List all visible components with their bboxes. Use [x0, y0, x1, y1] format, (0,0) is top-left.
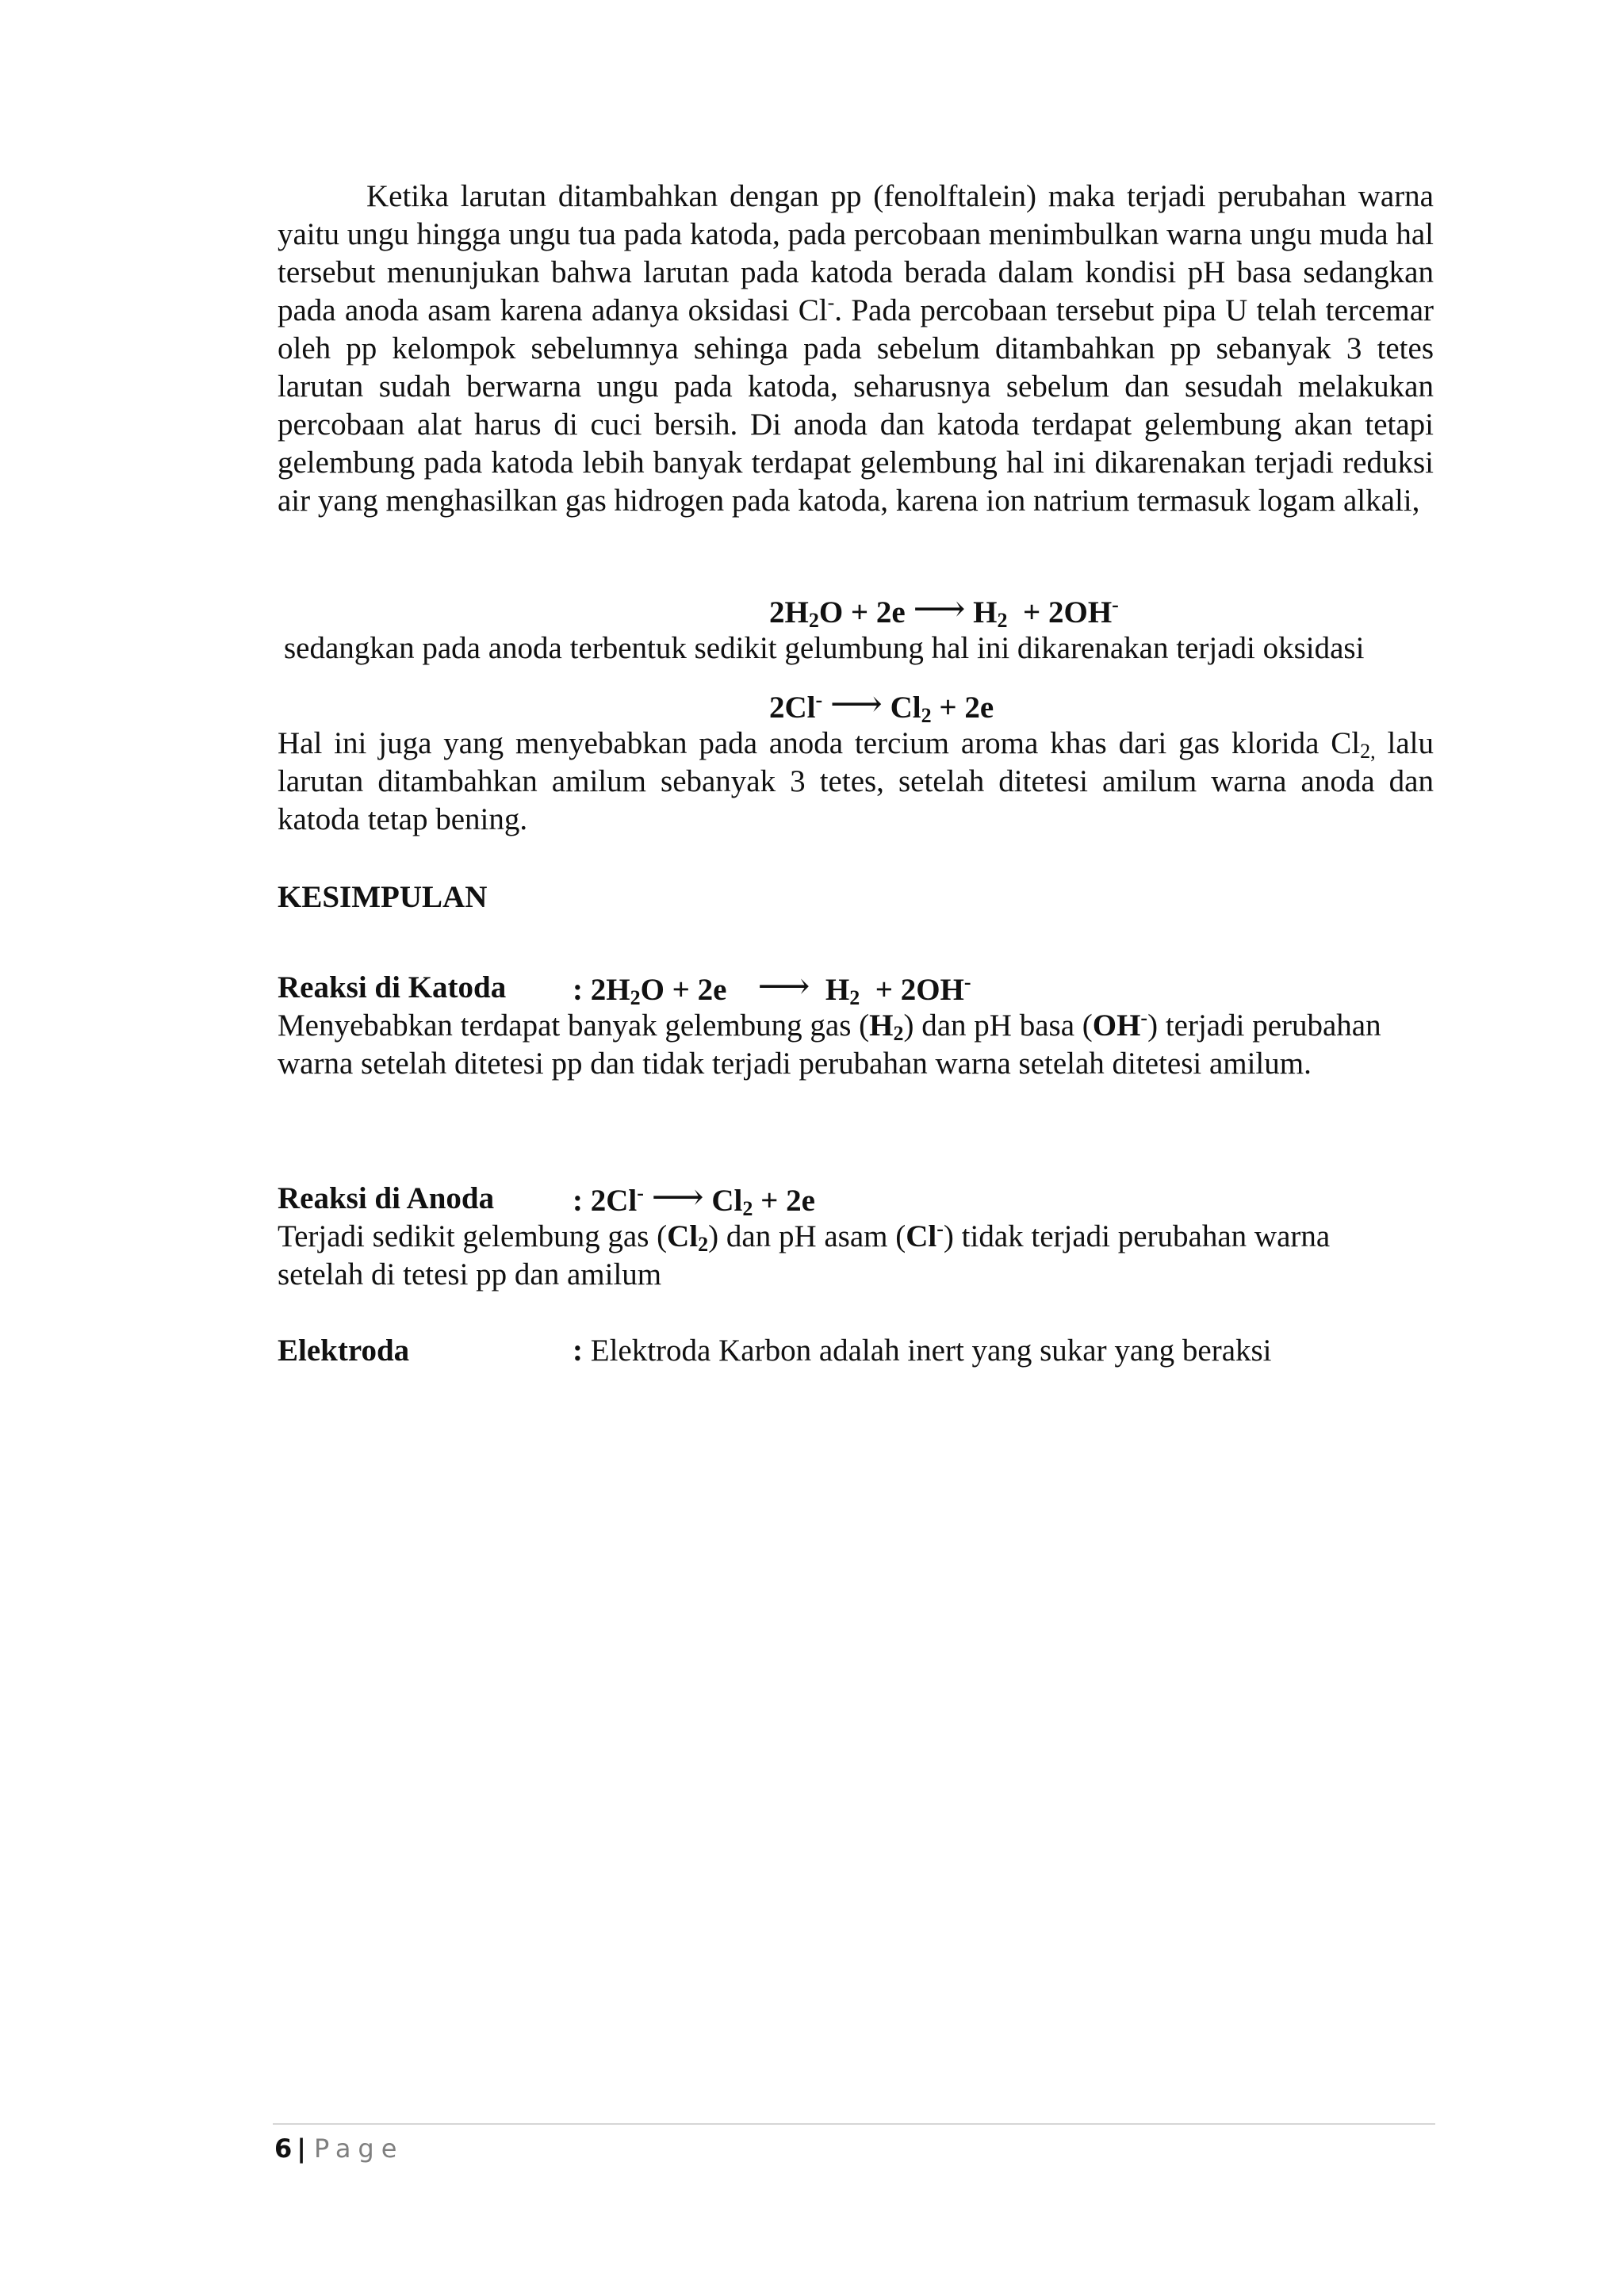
section-heading-kesimpulan: KESIMPULAN: [278, 880, 488, 914]
paragraph-text: Ketika larutan ditambahkan dengan pp (fenolftalein) maka terjadi perubahan warna yaitu ungu hingga ungu tua pada katoda, pada percobaan menimbulkan warna ungu muda hal tersebut menunjukan bahwa larutan pada katoda berada dalam kondisi pH basa sedangkan pada anoda asam karena adanya oksidasi Cl: [278, 179, 1434, 327]
reaction-arrow-icon: ⟶: [913, 588, 966, 629]
page-footer: [274, 2131, 404, 2166]
paragraph-text: . Pada percobaan tersebut pipa U telah tercemar oleh pp kelompok sebelumnya sehinga pada sebelum ditambahkan pp sebanyak 3 tetes larutan sudah berwarna ungu pada katoda, seharusnya sebelum dan sesudah melakukan percobaan alat harus di cuci bersih. Di anoda dan katoda terdapat gelembung akan tetapi gelembung pada katoda lebih banyak terdapat gelembung hal ini dikarenakan terjadi reduksi air yang menghasilkan gas hidrogen pada katoda, karena ion natrium termasuk logam alkali,: [278, 293, 1434, 518]
description-anoda: Terjadi sedikit gelembung gas $(Cl_2)$ dan pH asam (Cl-) tidak terjadi perubahan warna setelah di tetesi pp dan amilum: [278, 1217, 1331, 1292]
subscript: 2,: [1360, 740, 1376, 763]
body-paragraph-3: [278, 725, 1434, 839]
superscript: -: [827, 291, 835, 314]
reaction-arrow-icon: ⟶: [651, 1177, 704, 1217]
value-elektroda: : Elektroda Karbon adalah inert yang sukar yang beraksi: [573, 1334, 1272, 1368]
label-reaksi-katoda: Reaksi di Katoda: [278, 970, 507, 1004]
page-number: 6: [274, 2133, 293, 2164]
body-paragraph-1: [278, 178, 1434, 520]
equation-cathode: $2H_2O + 2e$ ⟶ $H_2 + 2OH^-$: [769, 588, 1119, 632]
equation-katoda: : $2H_2O + 2e$ ⟶ $H_2 + 2OH^-$: [573, 966, 971, 1009]
label-elektroda: Elektroda: [278, 1334, 410, 1368]
page-label: Page: [313, 2133, 404, 2164]
equation-anode: 2Cl- ⟶ $Cl_2 + 2e$: [769, 683, 994, 727]
footer-divider: [273, 2123, 1435, 2125]
reaction-arrow-icon: ⟶: [829, 683, 883, 724]
equation-anoda: : 2Cl- ⟶ $Cl_2 + 2e$: [573, 1177, 815, 1220]
label-reaksi-anoda: Reaksi di Anoda: [278, 1181, 495, 1215]
paragraph-text: sedangkan pada anoda terbentuk sedikit gelumbung hal ini dikarenakan terjadi oksidasi: [284, 631, 1365, 665]
reaction-arrow-icon: ⟶: [757, 966, 810, 1006]
footer-separator: |: [297, 2133, 306, 2164]
description-katoda: Menyebabkan terdapat banyak gelembung gas $(H_2)$ dan pH basa (OH-) terjadi perubahan warna setelah ditetesi pp dan tidak terjadi perubahan warna setelah ditetesi amilum.: [278, 1006, 1381, 1081]
paragraph-text: lalu larutan ditambahkan amilum sebanyak 3 tetes, setelah ditetesi amilum warna anoda dan katoda tetap bening.: [278, 726, 1434, 836]
body-paragraph-2: [284, 629, 1440, 668]
paragraph-text: Hal ini juga yang menyebabkan pada anoda tercium aroma khas dari gas klorida Cl: [278, 726, 1361, 760]
